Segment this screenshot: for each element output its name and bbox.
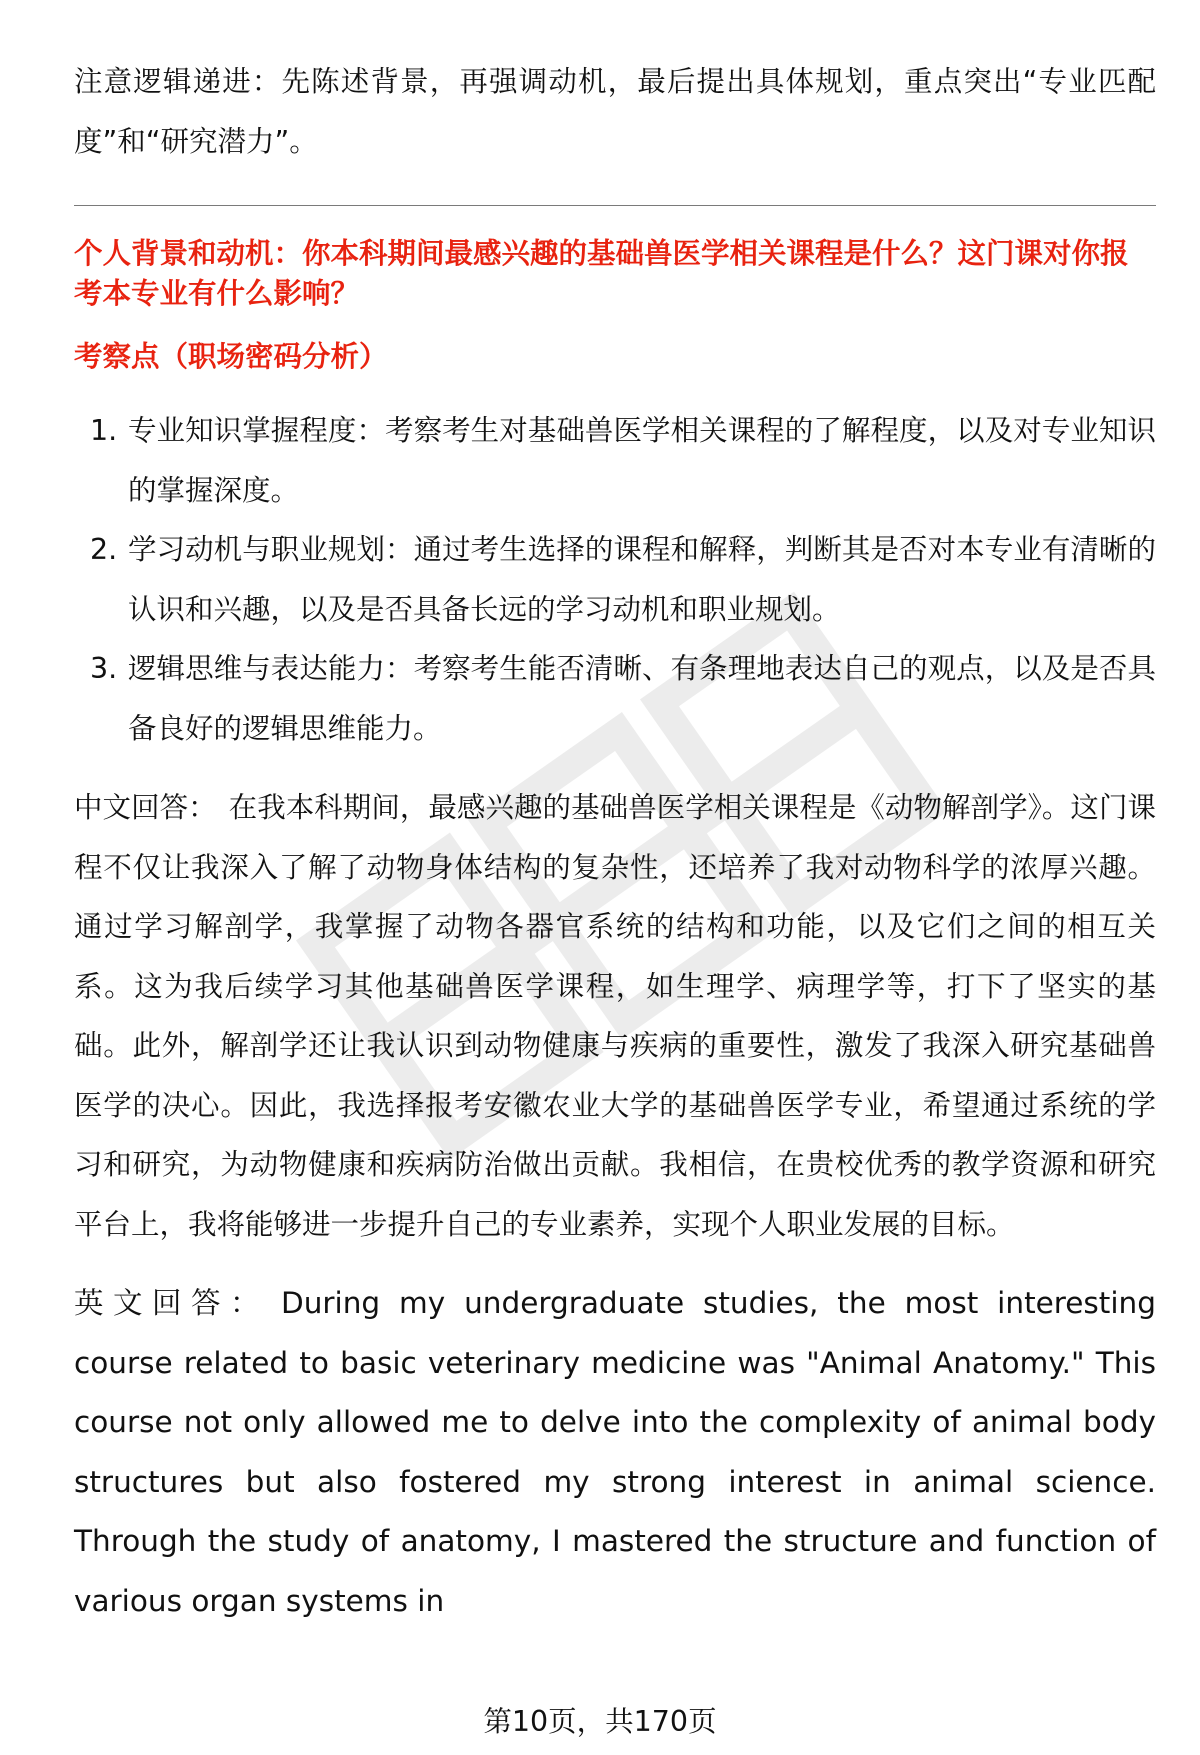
section-divider bbox=[74, 205, 1156, 206]
list-item-text: 学习动机与职业规划：通过考生选择的课程和解释，判断其是否对本专业有清晰的认识和兴趣，以及是否具备长远的学习动机和职业规划。 bbox=[128, 533, 1156, 626]
intro-paragraph: 注意逻辑递进：先陈述背景，再强调动机，最后提出具体规划，重点突出“专业匹配度”和“研究潜力”。 bbox=[74, 65, 1156, 158]
analysis-heading: 考察点（职场密码分析） bbox=[74, 340, 388, 373]
english-answer-label: 英文回答： bbox=[74, 1286, 269, 1320]
page-number-footer: 第10页，共170页 bbox=[483, 1705, 717, 1738]
question-heading: 个人背景和动机：你本科期间最感兴趣的基础兽医学相关课程是什么？这门课对你报考本专业有什么影响？ bbox=[74, 237, 1129, 310]
list-item-text: 逻辑思维与表达能力：考察考生能否清晰、有条理地表达自己的观点，以及是否具备良好的逻辑思维能力。 bbox=[128, 652, 1156, 745]
list-item-number: 1. bbox=[90, 414, 118, 447]
chinese-answer-text: 在我本科期间，最感兴趣的基础兽医学相关课程是《动物解剖学》。这门课程不仅让我深入了解了动物身体结构的复杂性，还培养了我对动物科学的浓厚兴趣。通过学习解剖学，我掌握了动物各器官系统的结构和功能，以及它们之间的相互关系。这为我后续学习其他基础兽医学课程，如生理学、病理学等，打下了坚实的基础。此外，解剖学还让我认识到动物健康与疾病的重要性，激发了我深入研究基础兽医学的决心。因此，我选择报考安徽农业大学的基础兽医学专业，希望通过系统的学习和研究，为动物健康和疾病防治做出贡献。我相信，在贵校优秀的教学资源和研究平台上，我将能够进一步提升自己的专业素养，实现个人职业发展的目标。 bbox=[74, 791, 1156, 1241]
list-item-number: 2. bbox=[90, 533, 118, 566]
list-item bbox=[74, 401, 1156, 520]
chinese-answer-label: 中文回答： bbox=[74, 791, 217, 824]
list-item bbox=[74, 520, 1156, 639]
list-item bbox=[74, 639, 1156, 758]
chinese-answer-paragraph bbox=[74, 778, 1156, 1254]
english-answer-paragraph bbox=[74, 1274, 1156, 1631]
list-item-number: 3. bbox=[90, 652, 118, 685]
english-answer-text: During my undergraduate studies, the most interesting course related to basic veterinary medicine was "Animal Anatomy." This course not only allowed me to delve into the complexity of animal body structures but also fostered my strong interest in animal science. Through the study of anatomy, I mastered the structure and function of various organ systems in bbox=[74, 1286, 1156, 1618]
analysis-points-list bbox=[74, 401, 1156, 758]
page-content bbox=[74, 52, 1156, 1631]
list-item-text: 专业知识掌握程度：考察考生对基础兽医学相关课程的了解程度，以及对专业知识的掌握深度。 bbox=[128, 414, 1156, 507]
